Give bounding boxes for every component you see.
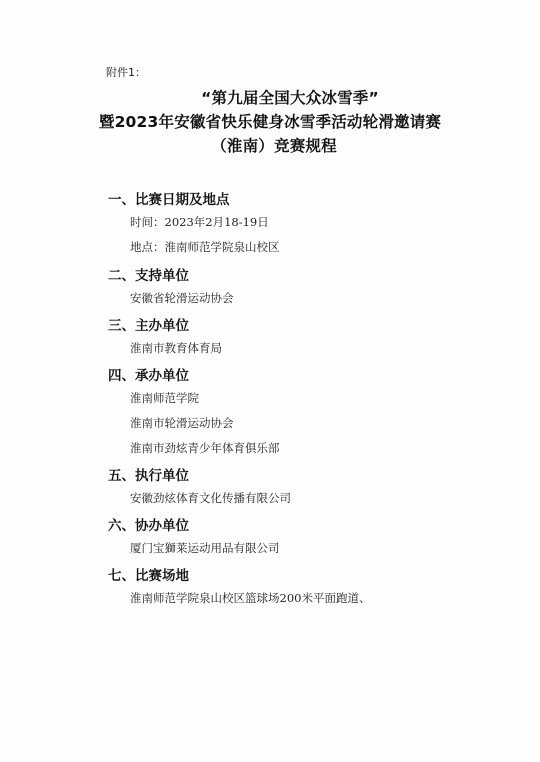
section-item-organizer-1: 淮南师范学院: [130, 391, 199, 405]
section-heading-co-organizer: 六、协办单位: [108, 518, 189, 534]
section-item-organizer-3: 淮南市劲炫青少年体育俱乐部: [130, 441, 280, 455]
section-heading-host: 三、主办单位: [108, 318, 189, 334]
section-heading-support: 二、支持单位: [108, 268, 189, 284]
section-item-support-org: 安徽省轮滑运动协会: [130, 291, 234, 305]
title-line-1: “第九届全国大众冰雪季”: [201, 89, 379, 107]
section-item-time: 时间：2023年2月18-19日: [130, 215, 269, 229]
section-item-location: 地点：淮南师范学院泉山校区: [130, 240, 280, 254]
attachment-label: 附件1：: [106, 66, 146, 79]
section-heading-venue: 七、比赛场地: [108, 568, 189, 584]
document-title: [0, 86, 540, 158]
section-item-host-org: 淮南市教育体育局: [130, 341, 222, 355]
section-item-executor-org: 安徽劲炫体育文化传播有限公司: [130, 491, 291, 505]
section-heading-organizer: 四、承办单位: [108, 368, 189, 384]
title-line-3: （淮南）竞赛规程: [211, 137, 337, 155]
section-item-venue: 淮南师范学院泉山校区篮球场200米平面跑道、: [130, 591, 371, 605]
section-heading-executor: 五、执行单位: [108, 468, 189, 484]
section-item-co-organizer-org: 厦门宝獅莱运动用品有限公司: [130, 541, 280, 555]
section-item-organizer-2: 淮南市轮滑运动协会: [130, 416, 234, 430]
section-heading-date-location: 一、比赛日期及地点: [108, 192, 230, 208]
title-line-2: 暨2023年安徽省快乐健身冰雪季活动轮滑邀请赛: [98, 113, 442, 131]
